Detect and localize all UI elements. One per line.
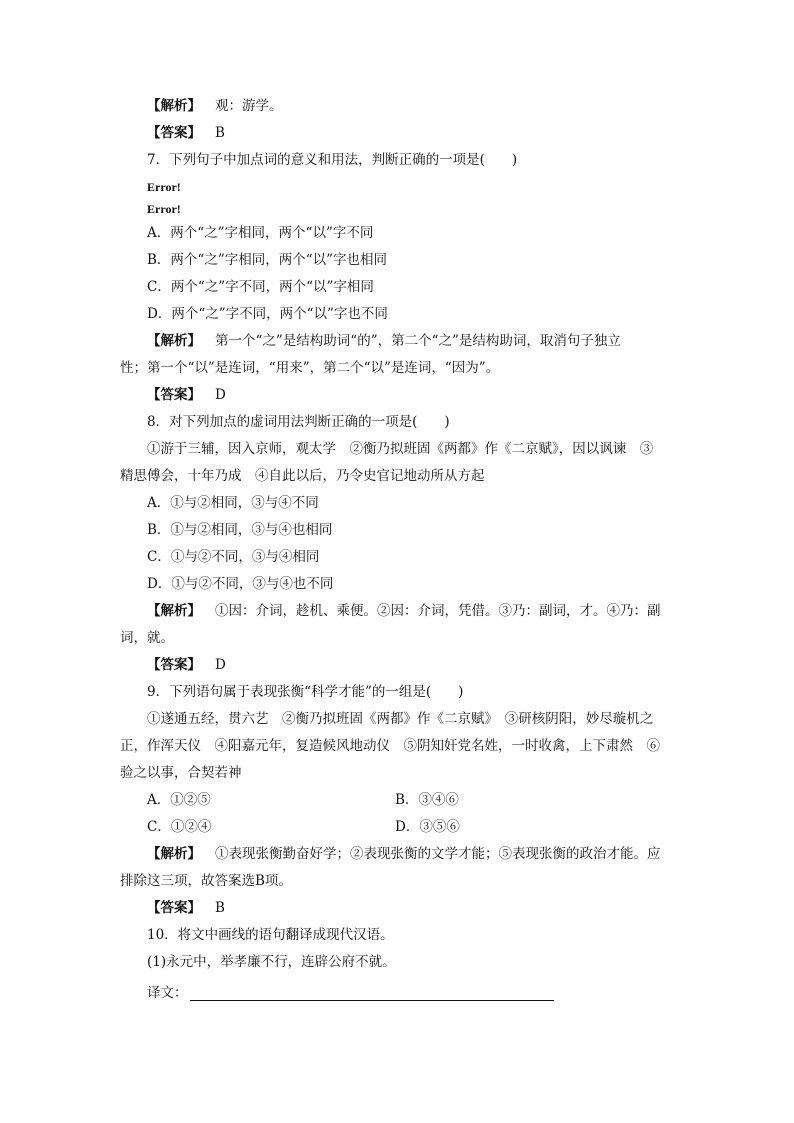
analysis-continuation: 性；第一个“以”是连词，“用来”，第二个“以”是连词，“因为”。	[120, 360, 500, 376]
answer-line	[147, 655, 226, 675]
analysis-label: 【解析】	[147, 333, 201, 349]
option-d: D．两个“之”字不同，两个“以”字也不同	[147, 306, 388, 322]
analysis-text: ①表现张衡勤奋好学；②表现张衡的文学才能；⑤表现张衡的政治才能。应	[215, 846, 661, 862]
option-b: B．①与②相同，③与④也相同	[147, 522, 333, 538]
translation-label: 译文：	[147, 985, 188, 1001]
answer-text: D	[215, 387, 226, 403]
analysis-label: 【解析】	[147, 603, 201, 619]
answer-line	[147, 123, 225, 143]
analysis-line	[147, 844, 661, 864]
analysis-label: 【解析】	[147, 846, 201, 862]
option-c: C．两个“之”字不同，两个“以”字相同	[147, 279, 374, 295]
question-text: ①游于三辅，因入京师，观太学 ②衡乃拟班固《两都》作《二京赋》，因以讽谏 ③	[147, 441, 654, 457]
analysis-line	[147, 331, 621, 351]
option-c: C．①与②不同，③与④相同	[147, 549, 320, 565]
question-9: 9．下列语句属于表现张衡“科学才能”的一组是( )	[147, 684, 464, 700]
sub-question-1: (1)永元中，举孝廉不行，连辟公府不就。	[147, 954, 396, 970]
question-text: ①遂通五经，贯六艺 ②衡乃拟班固《两都》作《二京赋》 ③研核阴阳，妙尽璇机之	[147, 711, 654, 727]
option-d: D．①与②不同，③与④也不同	[147, 576, 334, 592]
analysis-text: ①因：介词，趁机、乘便。②因：介词，凭借。③乃：副词，才。④乃：副	[215, 603, 661, 619]
question-8: 8．对下列加点的虚词用法判断正确的一项是( )	[147, 414, 450, 430]
answer-text: B	[215, 900, 225, 916]
answer-text: B	[215, 125, 225, 141]
option-b: B．③④⑥	[395, 792, 459, 808]
question-text-continuation: 验之以事，合契若神	[120, 765, 242, 781]
answer-label: 【答案】	[147, 657, 201, 673]
answer-label: 【答案】	[147, 387, 201, 403]
analysis-continuation: 排除这三项，故答案选B项。	[120, 873, 292, 889]
option-a: A．①与②相同，③与④不同	[147, 495, 319, 511]
analysis-line	[147, 96, 283, 116]
analysis-text: 观：游学。	[215, 98, 283, 114]
answer-label: 【答案】	[147, 900, 201, 916]
translation-blank-line[interactable]	[190, 1000, 554, 1001]
error-line: Error!	[147, 202, 181, 216]
question-7: 7．下列句子中加点词的意义和用法，判断正确的一项是( )	[147, 152, 518, 168]
question-text-continuation: 正，作浑天仪 ④阳嘉元年，复造候风地动仪 ⑤阴知奸党名姓，一时收禽，上下肃然 ⑥	[120, 738, 660, 754]
question-10: 10．将文中画线的语句翻译成现代汉语。	[147, 927, 394, 943]
option-a: A．两个“之”字相同，两个“以”字不同	[147, 225, 374, 241]
question-text-continuation: 精思傅会，十年乃成 ④自此以后，乃令史官记地动所从方起	[120, 468, 485, 484]
option-b: B．两个“之”字相同，两个“以”字也相同	[147, 252, 388, 268]
analysis-line	[147, 601, 661, 621]
answer-line	[147, 385, 226, 405]
analysis-label: 【解析】	[147, 98, 201, 114]
error-line: Error!	[147, 180, 181, 194]
answer-line	[147, 898, 225, 918]
answer-text: D	[215, 657, 226, 673]
answer-label: 【答案】	[147, 125, 201, 141]
option-a: A．①②⑤	[147, 792, 211, 808]
analysis-continuation: 词，就。	[120, 630, 174, 646]
option-d: D．③⑤⑥	[395, 819, 460, 835]
analysis-text: 第一个“之”是结构助词“的”，第二个“之”是结构助词，取消句子独立	[215, 333, 621, 349]
option-c: C．①②④	[147, 819, 212, 835]
